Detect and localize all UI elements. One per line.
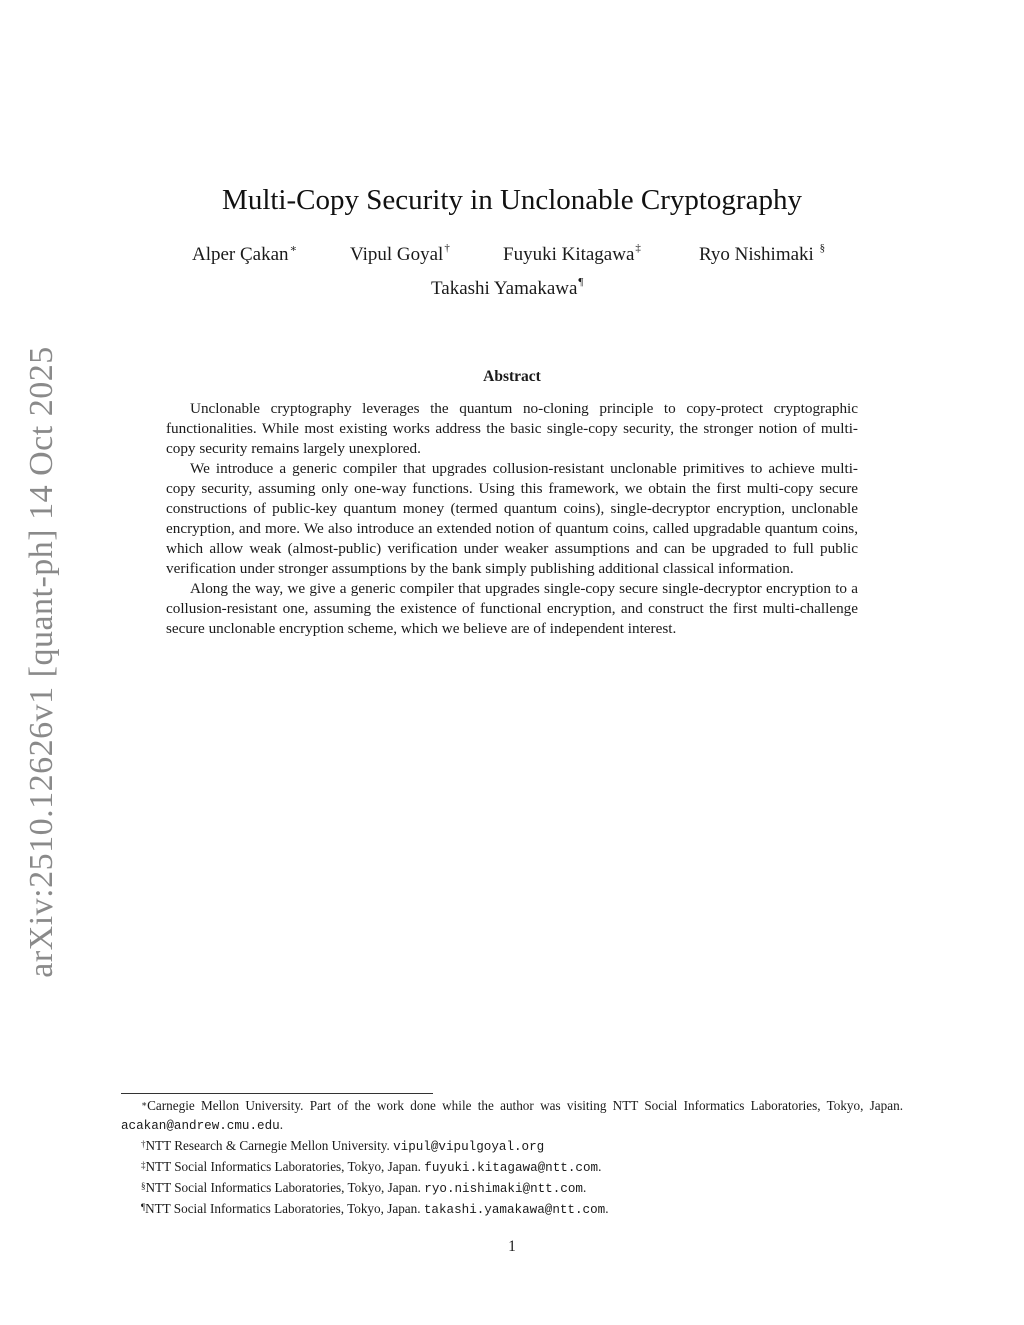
footnote-mark: § xyxy=(141,1181,146,1191)
footnote xyxy=(121,1096,903,1136)
author-name: Ryo Nishimaki xyxy=(699,244,814,265)
footnote-email: acakan@andrew.cmu.edu xyxy=(121,1119,280,1133)
footnote-text: NTT Social Informatics Laboratories, Tokyo, Japan. xyxy=(145,1201,424,1216)
footnote-end: . xyxy=(279,1117,284,1132)
author-footnote-mark: § xyxy=(819,242,826,254)
author-2 xyxy=(350,244,450,266)
author-footnote-mark: ‡ xyxy=(635,242,641,254)
footnote-text: NTT Research & Carnegie Mellon University. xyxy=(145,1138,394,1153)
footnote-end: . xyxy=(605,1201,609,1216)
footnote-email: ryo.nishimaki@ntt.com xyxy=(424,1182,583,1196)
footnote-text: NTT Social Informatics Laboratories, Tokyo, Japan. xyxy=(145,1180,425,1195)
author-footnote-mark: ¶ xyxy=(578,276,584,288)
footnote-end: . xyxy=(582,1180,587,1195)
footnote-text: NTT Social Informatics Laboratories, Tokyo, Japan. xyxy=(145,1159,425,1174)
footnote xyxy=(121,1178,903,1199)
author-name: Vipul Goyal xyxy=(350,244,444,265)
footnote-mark: ¶ xyxy=(141,1202,146,1212)
abstract-paragraph: Along the way, we give a generic compiler that upgrades single-copy secure single-decryptor encryption to a collusion-resistant one, assuming the existence of functional encryption, and construct the first multi-challenge secure unclonable encryption scheme, which we believe are of independent interest. xyxy=(166,580,858,637)
page-number: 1 xyxy=(508,1238,516,1255)
footnotes xyxy=(121,1096,903,1220)
footnote xyxy=(121,1136,903,1157)
footnote-email: takashi.yamakawa@ntt.com xyxy=(423,1203,606,1217)
author-name: Fuyuki Kitagawa xyxy=(503,244,635,265)
footnote-mark: ‡ xyxy=(141,1160,146,1170)
footnote-email: vipul@vipulgoyal.org xyxy=(393,1140,545,1154)
footnote-text: Carnegie Mellon University. Part of the work done while the author was visiting NTT Social Informatics Laboratories, Tokyo, Japan. xyxy=(147,1098,903,1113)
author-name: Alper Çakan xyxy=(192,244,289,265)
author-4 xyxy=(699,244,825,266)
footnote-divider xyxy=(121,1093,433,1094)
footnote-email: fuyuki.kitagawa@ntt.com xyxy=(424,1161,599,1175)
footnote xyxy=(121,1157,903,1178)
author-5 xyxy=(431,278,583,300)
arxiv-identifier-stamp: arXiv:2510.12626v1 [quant-ph] 14 Oct 2025 xyxy=(23,346,60,978)
abstract-paragraph: We introduce a generic compiler that upgrades collusion-resistant unclonable primitives to achieve multi-copy security, assuming only one-way functions. Using this framework, we obtain the first multi-copy secure constructions of public-key quantum money (termed quantum coins), single-decryptor encryption, unclonable encryption, and more. We also introduce an extended notion of quantum coins, called upgradable quantum coins, which allow weak (almost-public) verification under weaker assumptions and can be upgraded to full public verification under stronger assumptions by the bank simply publishing additional classical information. xyxy=(166,460,858,577)
footnote-mark: ∗ xyxy=(141,1099,148,1109)
author-footnote-mark: ∗ xyxy=(289,243,298,255)
abstract-heading: Abstract xyxy=(483,368,541,385)
author-footnote-mark: † xyxy=(444,242,450,254)
author-name: Takashi Yamakawa xyxy=(431,278,578,299)
abstract-paragraph: Unclonable cryptography leverages the quantum no-cloning principle to copy-protect cryptographic functionalities. While most existing works address the basic single-copy security, the stronger notion of multi-copy security remains largely unexplored. xyxy=(166,400,858,457)
author-3 xyxy=(503,244,641,266)
abstract-body xyxy=(166,399,858,639)
footnote-end: . xyxy=(598,1159,602,1174)
footnote xyxy=(121,1199,903,1220)
paper-title: Multi-Copy Security in Unclonable Cryptography xyxy=(222,184,802,216)
footnote-mark: † xyxy=(141,1139,146,1149)
author-1 xyxy=(192,244,297,266)
